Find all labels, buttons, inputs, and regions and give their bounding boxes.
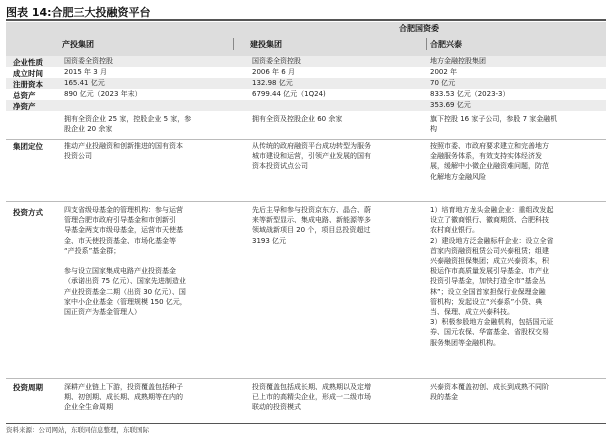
- row-label: 企业性质: [13, 58, 43, 67]
- row-divider: [6, 378, 606, 379]
- table-cell: 1）培育地方龙头金融企业：重组改发起 设立了徽商银行、徽商期货、合肥科技 农村商业银行。 2）建设地方泛金融标杆企业：设立全省 首家内资融资租赁公司兴泰租赁；组建 兴泰融资担保集团；成立兴泰资本，积 极运作市高质量发展引导基金、市产业 投资引导基金，加快打造全市“基金丛 林”；设立全国首家担保行业保理金融 管机构；发起设立“兴泰系”小贷、典 当、保理、成立兴泰科技。 3）积极参股地方金融机构，包括国元证 券、国元农保、华富基金、省股权交易 服务集团等金融机构。: [430, 206, 554, 347]
- row-divider: [6, 139, 606, 140]
- column-header-chantou: 产投集团: [62, 40, 94, 49]
- table-cell: 70 亿元: [430, 79, 456, 87]
- row-label: 总资产: [13, 91, 36, 100]
- super-header: 合肥国资委: [399, 24, 439, 33]
- column-divider: [426, 38, 427, 50]
- table-cell: 投资覆盖包括成长期、成熟期以及定增 已上市的高精尖企业，形成一二级市场 联动的投资模式: [252, 383, 371, 412]
- column-header-xingtai: 合肥兴泰: [430, 40, 462, 49]
- table-row: [6, 56, 606, 67]
- table-row: [6, 67, 606, 78]
- figure-title: 图表 14:合肥三大投融资平台: [6, 6, 151, 19]
- table-cell: 833.53 亿元（2023-3）: [430, 90, 510, 98]
- table-cell: 旗下控股 16 家子公司，参股 7 家金融机 构: [430, 115, 558, 134]
- table-cell: 按照市委、市政府要求建立和完善地方 金融服务体系，有效支持实体经济发 展，缓解中小微企业融资难问题，防范 化解地方金融风险: [430, 142, 549, 181]
- table-cell: 132.98 亿元: [252, 79, 293, 87]
- table-row: [6, 100, 606, 111]
- table-row: [6, 78, 606, 89]
- table-row: [6, 205, 606, 377]
- table-cell: 353.69 亿元: [430, 101, 471, 109]
- table-row: [6, 382, 606, 420]
- table-row: [6, 89, 606, 100]
- table-cell: 2006 年 6 月: [252, 68, 295, 76]
- table-cell: 165.41 亿元: [64, 79, 105, 87]
- table-cell: 推动产业投融资和创新推进的国有资本 投资公司: [64, 142, 183, 161]
- row-label: 集团定位: [13, 142, 43, 151]
- table-cell: 兴泰资本覆盖初创、成长到成熟不同阶 段的基金: [430, 383, 549, 402]
- table-cell: 2015 年 3 月: [64, 68, 107, 76]
- bottom-rule: [6, 423, 606, 424]
- top-rule: [6, 19, 606, 21]
- row-label: 成立时间: [13, 69, 43, 78]
- table-cell: 深耕产业链上下游，投资覆盖包括种子 期、初创期、成长期、成熟期等在内的 企业全生命周期: [64, 383, 183, 412]
- row-divider: [6, 201, 606, 202]
- table-row: [6, 114, 606, 136]
- row-label: 投资周期: [13, 383, 43, 392]
- table-cell: 国资委全资控股: [252, 57, 301, 65]
- table-cell: 890 亿元（2023 年末）: [64, 90, 142, 98]
- row-label: 注册资本: [13, 80, 43, 89]
- table-cell: 地方金融控股集团: [430, 57, 486, 65]
- table-cell: 四支省级母基金的管理机构：参与运营 管理合肥市政府引导基金和市创新引 导基金两支市级母基金，运营市天使基 金、市天使投资基金、市场化基金等 “产投系”基金群； 参与设立国家集成电路产业投资基金 （承诺出资 75 亿元）、国家先进制造业 产业投资基金二期（出资 30 亿元）、国 家中小企业基金（管理规模 150 亿元， 国正资产为基金管理人）: [64, 206, 187, 317]
- table-cell: 6799.44 亿元（1Q24): [252, 90, 326, 98]
- table-cell: 先后主导和参与投资京东方、晶合、蔚 来等新型显示、集成电路、新能源等多 领域战新项目 20 个，项目总投资超过 3193 亿元: [252, 206, 371, 245]
- row-label: 投资方式: [13, 208, 43, 217]
- table-cell: 从传统的政府融资平台成功转型为服务 城市建设和运营，引领产业发展的国有 资本投资试点公司: [252, 142, 371, 171]
- table-cell: 国资委全资控股: [64, 57, 113, 65]
- table-cell: 2002 年: [430, 68, 458, 76]
- table-cell: 拥有全资及控股企业 60 余家: [252, 115, 343, 123]
- source-note: 资料来源：公司网站，东联同信息整理，东联国际: [6, 426, 149, 434]
- row-label: 净资产: [13, 102, 36, 111]
- table-row: [6, 141, 606, 187]
- column-divider: [233, 38, 234, 50]
- table-cell: 拥有全资企业 25 家，控股企业 5 家，参 股企业 20 余家: [64, 115, 192, 134]
- column-header-jiantou: 建投集团: [250, 40, 282, 49]
